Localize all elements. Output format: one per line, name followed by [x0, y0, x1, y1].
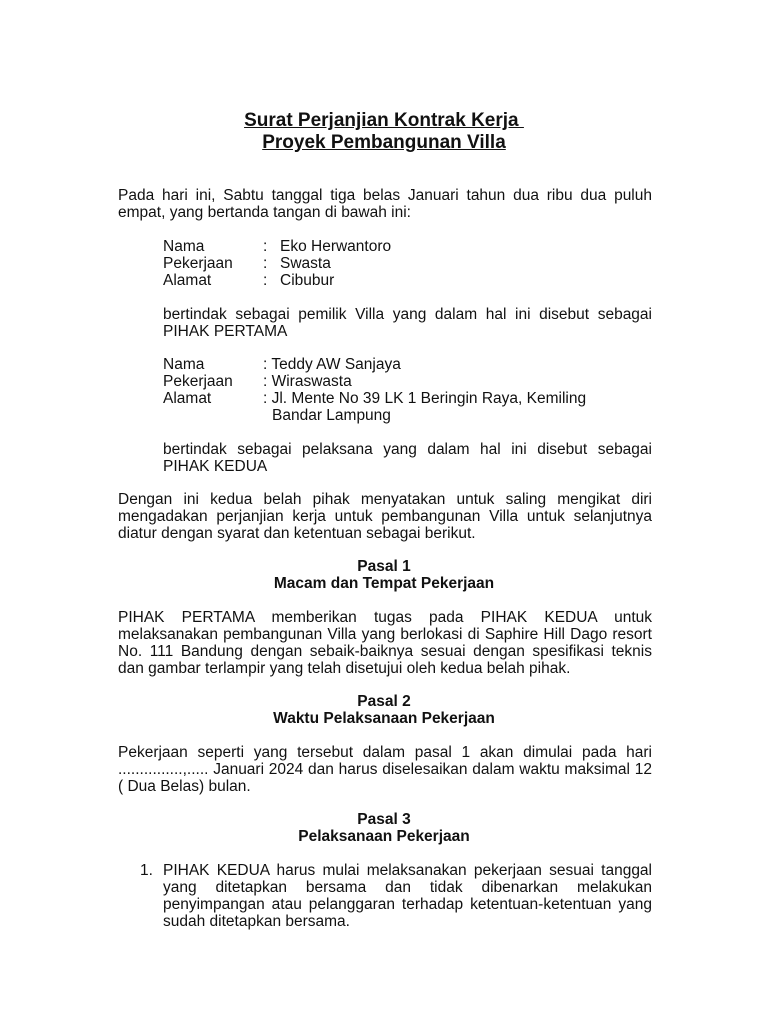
pasal3-item-text: PIHAK KEDUA harus mulai melaksanakan pekerjaan sesuai tanggal yang ditetapkan bersama dan tidak dibenarkan melakukan penyimpangan atau pelanggaran terhadap ketentuan-ketentuan yang sudah ditetapkan bersama.	[163, 862, 652, 930]
party2-address-value: : Jl. Mente No 39 LK 1 Beringin Raya, Kemiling	[263, 390, 587, 407]
pasal2-body: Pekerjaan seperti yang tersebut dalam pasal 1 akan dimulai pada hari ...............,..... Januari 2024 dan harus diselesaikan dalam waktu maksimal 12 ( Dua Belas) bulan.	[118, 744, 652, 795]
opening-paragraph: Pada hari ini, Sabtu tanggal tiga belas Januari tahun dua ribu dua puluh empat, yang bertanda tangan di bawah ini:	[118, 187, 652, 221]
party1-name-label: Nama	[163, 238, 205, 255]
pasal3-item-number: 1.	[140, 862, 153, 879]
pasal1-heading: Pasal 1	[357, 558, 411, 575]
pasal2-subheading: Waktu Pelaksanaan Pekerjaan	[273, 710, 495, 727]
party1-role: bertindak sebagai pemilik Villa yang dalam hal ini disebut sebagai PIHAK PERTAMA	[163, 306, 652, 340]
pasal1-subheading: Macam dan Tempat Pekerjaan	[273, 575, 495, 592]
party1-job-label: Pekerjaan	[163, 255, 233, 272]
party1-address-value: Cibubur	[280, 272, 335, 289]
party2-address-continuation: Bandar Lampung	[272, 407, 391, 424]
party1-address-sep: :	[263, 272, 268, 289]
document-title-line-2: Proyek Pembangunan Villa	[262, 132, 506, 153]
party2-name-value: : Teddy AW Sanjaya	[263, 356, 401, 373]
party1-name-sep: :	[263, 238, 268, 255]
party1-name-value: Eko Herwantoro	[280, 238, 392, 255]
party2-role: bertindak sebagai pelaksana yang dalam hal ini disebut sebagai PIHAK KEDUA	[163, 441, 652, 475]
pasal2-heading: Pasal 2	[357, 693, 411, 710]
pasal3-heading: Pasal 3	[357, 811, 411, 828]
party2-name-label: Nama	[163, 356, 205, 373]
party1-job-sep: :	[263, 255, 268, 272]
party2-address-label: Alamat	[163, 390, 212, 407]
party2-job-value: : Wiraswasta	[263, 373, 352, 390]
agreement-paragraph: Dengan ini kedua belah pihak menyatakan untuk saling mengikat diri mengadakan perjanjian kerja untuk pembangunan Villa untuk selanjutnya diatur dengan syarat dan ketentuan sebagai berikut.	[118, 491, 652, 542]
party1-job-value: Swasta	[280, 255, 331, 272]
pasal3-subheading: Pelaksanaan Pekerjaan	[298, 828, 470, 845]
document-title-line-1: Surat Perjanjian Kontrak Kerja	[244, 110, 524, 131]
pasal1-body: PIHAK PERTAMA memberikan tugas pada PIHAK KEDUA untuk melaksanakan pembangunan Villa yang berlokasi di Saphire Hill Dago resort No. 111 Bandung dengan sebaik-baiknya sesuai dengan spesifikasi teknis dan gambar terlampir yang telah disetujui oleh kedua belah pihak.	[118, 609, 652, 677]
party2-job-label: Pekerjaan	[163, 373, 233, 390]
party1-address-label: Alamat	[163, 272, 212, 289]
